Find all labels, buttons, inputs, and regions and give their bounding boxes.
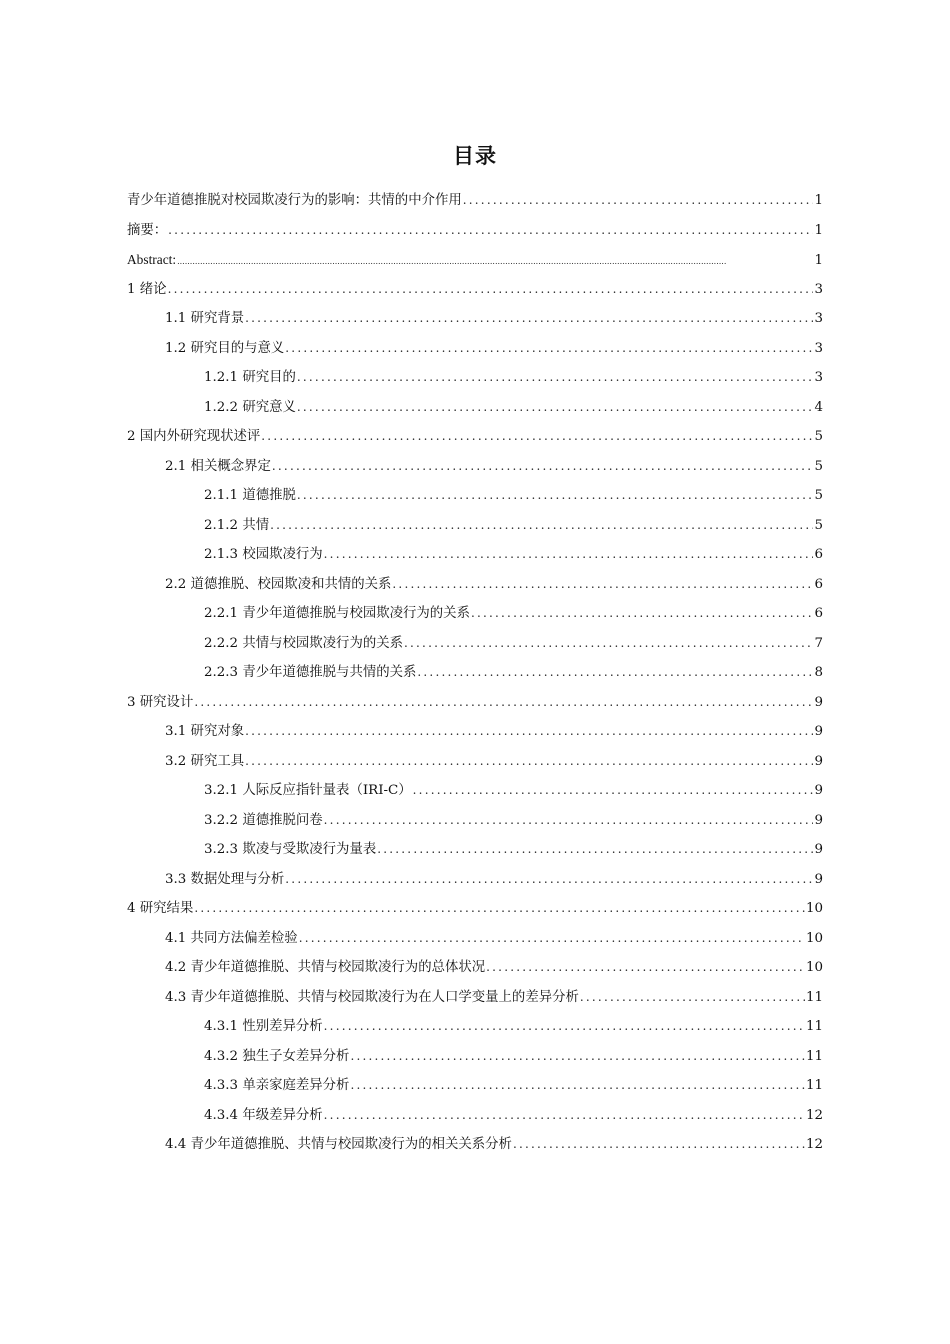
toc-dot-leader: [299, 924, 805, 954]
toc-entry[interactable]: [127, 658, 823, 688]
toc-entry-title: 4.4 青少年道德推脱、共情与校园欺凌行为的相关关系分析: [165, 1137, 512, 1152]
toc-entry-title: 4.1 共同方法偏差检验: [165, 930, 298, 946]
toc-dot-leader: [463, 186, 814, 216]
toc-dot-leader: [324, 1101, 805, 1131]
toc-entry[interactable]: [127, 334, 823, 364]
toc-entry-page-number: 9: [814, 724, 823, 739]
toc-entry-page-number: 11: [805, 989, 823, 1005]
toc-dot-leader: [285, 334, 813, 364]
toc-dot-leader: [377, 835, 813, 865]
toc-dot-leader: [168, 216, 813, 246]
toc-dot-leader: [417, 658, 813, 688]
table-of-contents: [127, 186, 823, 1160]
toc-entry[interactable]: [127, 422, 823, 452]
toc-entry-title: 2.2.2 共情与校园欺凌行为的关系: [204, 635, 404, 651]
toc-entry-title: 3.2.3 欺凌与受欺凌行为量表: [204, 842, 377, 857]
toc-entry[interactable]: [127, 953, 823, 983]
toc-entry-title: 2.2.3 青少年道德推脱与共情的关系: [204, 665, 417, 680]
toc-entry[interactable]: [127, 924, 823, 954]
toc-entry-page-number: 1: [814, 253, 823, 268]
toc-entry-title: 3 研究设计: [127, 694, 194, 710]
toc-dot-leader: [471, 599, 814, 629]
toc-dot-leader: [580, 983, 805, 1013]
toc-entry-title: 青少年道德推脱对校园欺凌行为的影响：共情的中介作用: [127, 193, 462, 208]
toc-entry-page-number: 9: [814, 783, 823, 798]
toc-entry-page-number: 5: [814, 429, 823, 444]
toc-entry-page-number: 10: [805, 901, 823, 916]
toc-dot-leader: [245, 304, 813, 334]
toc-entry[interactable]: [127, 1130, 823, 1160]
toc-entry-page-number: 11: [805, 1048, 823, 1064]
toc-entry-title: 2.1.1 道德推脱: [204, 488, 296, 503]
toc-entry-page-number: 6: [814, 547, 823, 562]
toc-entry-page-number: 6: [814, 576, 823, 592]
toc-dot-leader: [324, 1012, 805, 1042]
toc-dot-leader: [194, 894, 805, 924]
toc-entry-title: 摘要：: [127, 222, 168, 238]
toc-entry-page-number: 12: [805, 1137, 823, 1152]
toc-entry-title: 4.3.3 单亲家庭差异分析: [204, 1078, 350, 1093]
toc-entry[interactable]: [127, 1101, 823, 1131]
toc-entry-page-number: 11: [805, 1019, 823, 1034]
toc-dot-leader: [194, 688, 813, 718]
toc-dot-leader: [324, 806, 814, 836]
toc-entry[interactable]: [127, 1012, 823, 1042]
toc-entry-page-number: 7: [814, 635, 823, 651]
toc-entry[interactable]: [127, 275, 823, 305]
toc-entry[interactable]: [127, 599, 823, 629]
toc-dot-leader: [297, 481, 814, 511]
toc-entry-title: 2.1 相关概念界定: [165, 458, 271, 474]
toc-entry-page-number: 9: [814, 871, 823, 887]
toc-entry[interactable]: [127, 894, 823, 924]
toc-entry-title: Abstract:: [127, 252, 177, 267]
toc-entry[interactable]: [127, 983, 823, 1013]
toc-entry-title: 3.1 研究对象: [165, 724, 245, 739]
toc-entry-title: 1 绪论: [127, 281, 167, 297]
toc-entry-page-number: 1: [814, 193, 823, 208]
toc-entry-page-number: 3: [814, 370, 823, 385]
toc-entry-page-number: 4: [814, 399, 823, 415]
toc-entry-title: 2.1.3 校园欺凌行为: [204, 547, 323, 562]
toc-entry-page-number: 6: [814, 606, 823, 621]
toc-dot-leader: [486, 953, 805, 983]
toc-entry-page-number: 9: [814, 812, 823, 828]
toc-entry[interactable]: [127, 1042, 823, 1072]
toc-entry[interactable]: [127, 363, 823, 393]
toc-entry[interactable]: [127, 481, 823, 511]
toc-entry-title: 4.3 青少年道德推脱、共情与校园欺凌行为在人口学变量上的差异分析: [165, 989, 579, 1005]
toc-entry[interactable]: [127, 216, 823, 246]
toc-entry-page-number: 11: [805, 1078, 823, 1093]
toc-entry[interactable]: [127, 806, 823, 836]
toc-dot-leader: [272, 452, 814, 482]
toc-entry-page-number: 5: [814, 488, 823, 503]
toc-entry[interactable]: [127, 393, 823, 423]
toc-entry[interactable]: [127, 304, 823, 334]
toc-entry-title: 3.2 研究工具: [165, 753, 245, 769]
toc-entry-title: 4 研究结果: [127, 901, 194, 916]
toc-dot-leader: [285, 865, 813, 895]
toc-entry-title: 3.2.1 人际反应指针量表（IRI-C）: [204, 783, 412, 798]
toc-dot-leader: [404, 629, 813, 659]
toc-dot-leader: [392, 570, 813, 600]
toc-entry[interactable]: [127, 452, 823, 482]
toc-entry[interactable]: [127, 511, 823, 541]
toc-dot-leader: [245, 747, 813, 777]
toc-entry-page-number: 10: [805, 930, 823, 946]
toc-entry-title: 3.3 数据处理与分析: [165, 871, 285, 887]
toc-entry-page-number: 9: [814, 694, 823, 710]
toc-entry-title: 1.2 研究目的与意义: [165, 340, 285, 356]
toc-entry-page-number: 1: [814, 222, 823, 238]
toc-entry[interactable]: [127, 717, 823, 747]
toc-entry[interactable]: [127, 629, 823, 659]
toc-dot-leader: [297, 363, 814, 393]
toc-entry-title: 1.2.1 研究目的: [204, 370, 296, 385]
toc-dot-leader: [261, 422, 813, 452]
toc-entry-page-number: 10: [805, 960, 823, 975]
toc-entry-title: 2 国内外研究现状述评: [127, 429, 261, 444]
toc-dot-leader: [297, 393, 814, 423]
toc-entry-title: 2.2.1 青少年道德推脱与校园欺凌行为的关系: [204, 606, 470, 621]
toc-entry-title: 4.2 青少年道德推脱、共情与校园欺凌行为的总体状况: [165, 960, 486, 975]
toc-entry[interactable]: [127, 186, 823, 216]
toc-entry-page-number: 3: [814, 311, 823, 326]
toc-entry-page-number: 8: [814, 665, 823, 680]
toc-entry[interactable]: [127, 688, 823, 718]
toc-entry-page-number: 9: [814, 842, 823, 857]
toc-entry[interactable]: [127, 835, 823, 865]
toc-dot-leader: [177, 247, 813, 275]
toc-entry[interactable]: [127, 776, 823, 806]
toc-dot-leader: [413, 776, 814, 806]
toc-entry-title: 2.2 道德推脱、校园欺凌和共情的关系: [165, 576, 392, 592]
toc-entry-title: 4.3.2 独生子女差异分析: [204, 1048, 350, 1064]
toc-entry-page-number: 12: [805, 1107, 823, 1123]
toc-entry-page-number: 5: [814, 517, 823, 533]
toc-entry[interactable]: [127, 1071, 823, 1101]
toc-entry-title: 4.3.1 性别差异分析: [204, 1019, 323, 1034]
toc-entry-title: 4.3.4 年级差异分析: [204, 1107, 323, 1123]
toc-entry[interactable]: [127, 245, 823, 275]
toc-entry-title: 3.2.2 道德推脱问卷: [204, 812, 323, 828]
toc-entry[interactable]: [127, 570, 823, 600]
toc-entry-page-number: 5: [814, 458, 823, 474]
toc-entry-page-number: 9: [814, 753, 823, 769]
toc-dot-leader: [350, 1071, 805, 1101]
toc-dot-leader: [270, 511, 813, 541]
toc-entry-title: 1.2.2 研究意义: [204, 399, 296, 415]
toc-entry-page-number: 3: [814, 281, 823, 297]
toc-entry[interactable]: [127, 747, 823, 777]
toc-entry-title: 1.1 研究背景: [165, 311, 245, 326]
toc-entry-page-number: 3: [814, 340, 823, 356]
toc-dot-leader: [513, 1130, 805, 1160]
toc-dot-leader: [350, 1042, 805, 1072]
page-title: 目录: [453, 144, 497, 168]
toc-dot-leader: [245, 717, 813, 747]
toc-entry-title: 2.1.2 共情: [204, 517, 270, 533]
toc-entry[interactable]: [127, 865, 823, 895]
toc-dot-leader: [324, 540, 814, 570]
toc-entry[interactable]: [127, 540, 823, 570]
toc-dot-leader: [168, 275, 814, 305]
